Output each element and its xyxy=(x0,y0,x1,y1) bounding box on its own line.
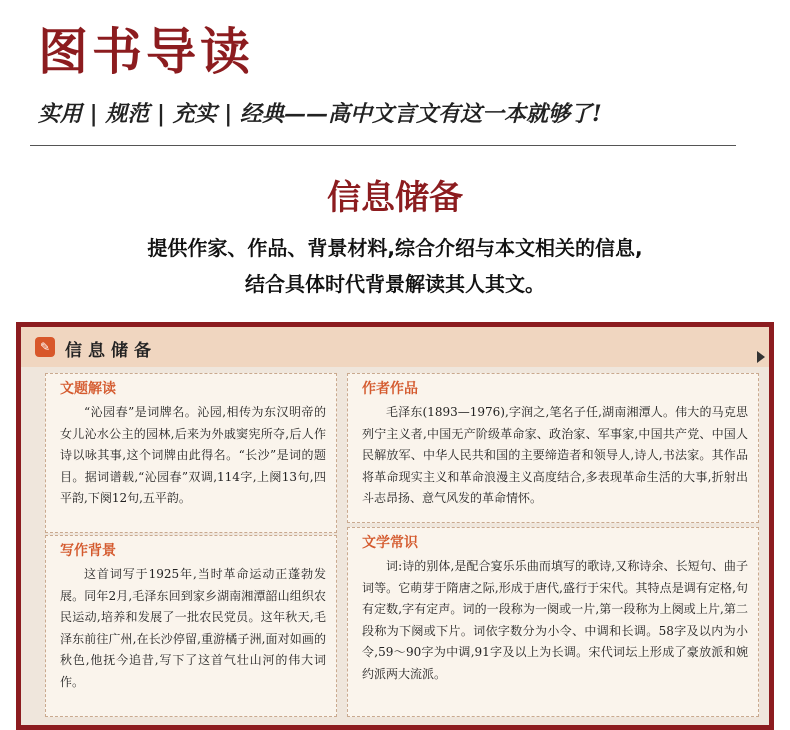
book-icon: ✎ xyxy=(35,337,55,357)
page-bar-title: 信息储备 xyxy=(65,341,157,361)
divider xyxy=(30,145,736,146)
page-subtitle: 实用 | 规范 | 充实 | 经典——高中文言文有这一本就够了! xyxy=(38,101,602,127)
background-box xyxy=(45,535,337,717)
title-explain-heading: 文题解读 xyxy=(60,381,116,397)
background-text: 这首词写于1925年,当时革命运动正蓬勃发展。同年2月,毛泽东回到家乡湖南湘潭韶山组织农民运动,培养和发展了一批农民党员。这年秋天,毛泽东前往广州,在长沙停留,重游橘子洲,面对如画的秋色,他抚今追昔,写下了这首气壮山河的伟大词作。 xyxy=(60,567,326,689)
author-text: 毛泽东(1893—1976),字润之,笔名子任,湖南湘潭人。伟大的马克思列宁主义者,中国无产阶级革命家、政治家、军事家,中国共产党、中国人民解放军、中华人民共和国的主要缔造者和领导人,诗人,书法家。其作品将革命现实主义和革命浪漫主义高度结合,多表现革命生活的大事,折射出斗志昂扬、意气风发的革命情怀。 xyxy=(362,405,748,505)
literature-heading: 文学常识 xyxy=(362,535,418,551)
background-heading: 写作背景 xyxy=(60,543,116,559)
book-page-sample xyxy=(16,322,774,730)
section-desc-line1: 提供作家、作品、背景材料,综合介绍与本文相关的信息, xyxy=(147,236,643,260)
author-box xyxy=(347,373,759,523)
literature-text: 词:诗的别体,是配合宴乐乐曲而填写的歌诗,又称诗余、长短句、曲子词等。它萌芽于隋唐之际,形成于唐代,盛行于宋代。其特点是调有定格,句有定数,字有定声。词的一段称为一阕或一片,第一段称为上阕或上片,第二段称为下阕或下片。词依字数分为小令、中调和长调。58字及以内为小令,59～90字为中调,91字及以上为长调。宋代词坛上形成了豪放派和婉约派两大流派。 xyxy=(362,559,748,681)
author-heading: 作者作品 xyxy=(362,381,418,397)
arrow-right-icon xyxy=(757,351,765,363)
page-header-bar xyxy=(21,327,769,367)
section-title: 信息储备 xyxy=(327,178,463,218)
title-explain-text: “沁园春”是词牌名。沁园,相传为东汉明帝的女儿沁水公主的园林,后来为外戚窦宪所夺,后人作诗以咏其事,这个词牌由此得名。“长沙”是词的题目。据词谱载,“沁园春”双调,114字,上阕13句,四平韵,下阕12句,五平韵。 xyxy=(60,405,326,505)
section-desc-line2: 结合具体时代背景解读其人其文。 xyxy=(245,272,545,296)
page-title: 图书导读 xyxy=(38,23,254,81)
title-explain-box xyxy=(45,373,337,533)
literature-box xyxy=(347,527,759,717)
